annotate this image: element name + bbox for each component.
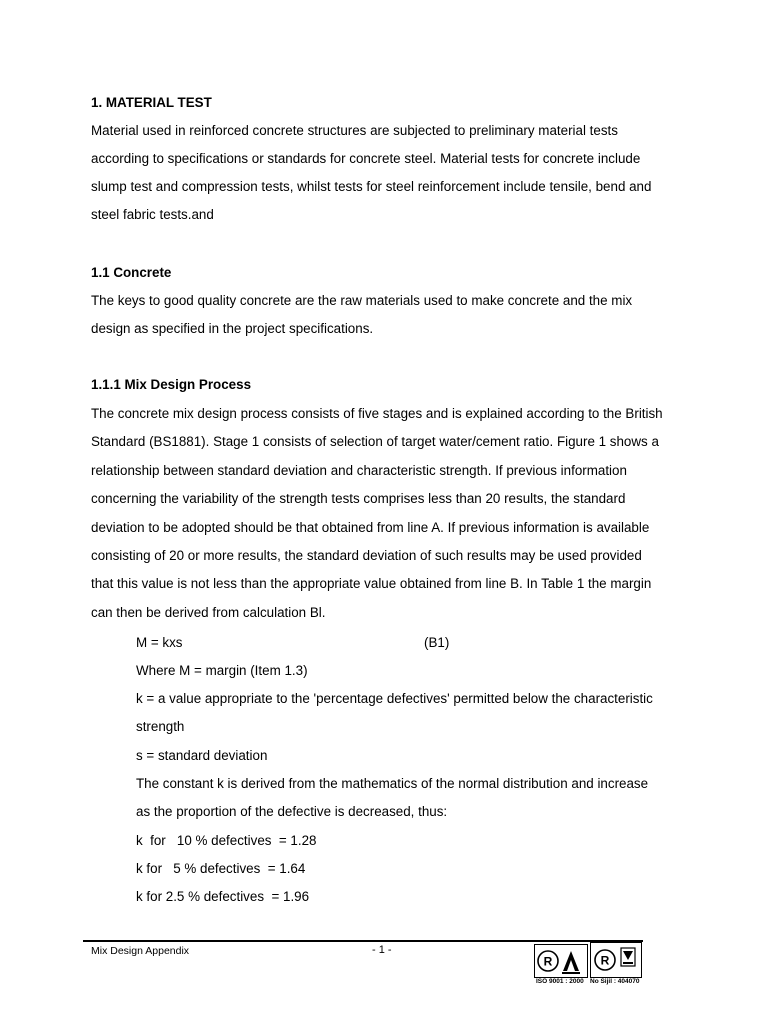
paragraph-line: Material used in reinforced concrete structures are subjected to preliminary material tests: [91, 123, 618, 138]
k-value-5-percent: k for 5 % defectives = 1.64: [136, 861, 306, 876]
paragraph-line: steel fabric tests.and: [91, 207, 214, 222]
constant-explanation-continued: as the proportion of the defective is decreased, thus:: [136, 804, 448, 819]
paragraph-line: consisting of 20 or more results, the standard deviation of such results may be used provided: [91, 548, 642, 563]
page-number: - 1 -: [372, 944, 392, 956]
formula-equation: M = kxs: [136, 635, 183, 650]
svg-text:R: R: [543, 954, 553, 969]
k-value-2-5-percent: k for 2.5 % defectives = 1.96: [136, 889, 310, 904]
paragraph-line: according to specifications or standards for concrete steel. Material tests for concrete include: [91, 151, 641, 166]
paragraph-line: deviation to be adopted should be that obtained from line A. If previous information is available: [91, 520, 650, 535]
constant-explanation: The constant k is derived from the mathematics of the normal distribution and increase: [136, 776, 649, 791]
paragraph-line: Standard (BS1881). Stage 1 consists of selection of target water/cement ratio. Figure 1 shows a: [91, 434, 659, 449]
section-heading-mix-design-process: 1.1.1 Mix Design Process: [91, 377, 252, 392]
footer-document-title: Mix Design Appendix: [91, 945, 190, 957]
s-definition: s = standard deviation: [136, 748, 268, 763]
svg-text:R: R: [600, 953, 610, 968]
k-definition-continued: strength: [136, 719, 185, 734]
paragraph-line: design as specified in the project specifications.: [91, 321, 374, 336]
iso-certification-logo: [534, 944, 588, 978]
k-value-10-percent: k for 10 % defectives = 1.28: [136, 833, 317, 848]
formula-where: Where M = margin (Item 1.3): [136, 663, 308, 678]
k-definition: k = a value appropriate to the 'percentage defectives' permitted below the characteristic: [136, 691, 653, 706]
section-heading-concrete: 1.1 Concrete: [91, 265, 172, 280]
paragraph-line: The concrete mix design process consists of five stages and is explained according to the British: [91, 406, 663, 421]
sijil-certificate-caption: No Sijil : 404070: [590, 978, 640, 985]
paragraph-line: The keys to good quality concrete are the raw materials used to make concrete and the mix: [91, 293, 633, 308]
paragraph-line: that this value is not less than the appropriate value obtained from line B. In Table 1 the margin: [91, 576, 652, 591]
sirim-certification-logo: [590, 942, 642, 978]
paragraph-line: can then be derived from calculation Bl.: [91, 605, 326, 620]
paragraph-line: slump test and compression tests, whilst tests for steel reinforcement include tensile, bend and: [91, 179, 652, 194]
registered-mark-icon: [591, 943, 641, 977]
iso-certificate-caption: ISO 9001 : 2000: [536, 978, 584, 985]
registered-mark-icon: [535, 945, 587, 977]
paragraph-line: concerning the variability of the strength tests comprises less than 20 results, the standard: [91, 491, 626, 506]
section-heading-material-test: 1. MATERIAL TEST: [91, 95, 212, 110]
paragraph-line: relationship between standard deviation and characteristic strength. If previous information: [91, 463, 627, 478]
formula-reference: (B1): [424, 635, 450, 650]
certification-logos: [532, 942, 644, 986]
